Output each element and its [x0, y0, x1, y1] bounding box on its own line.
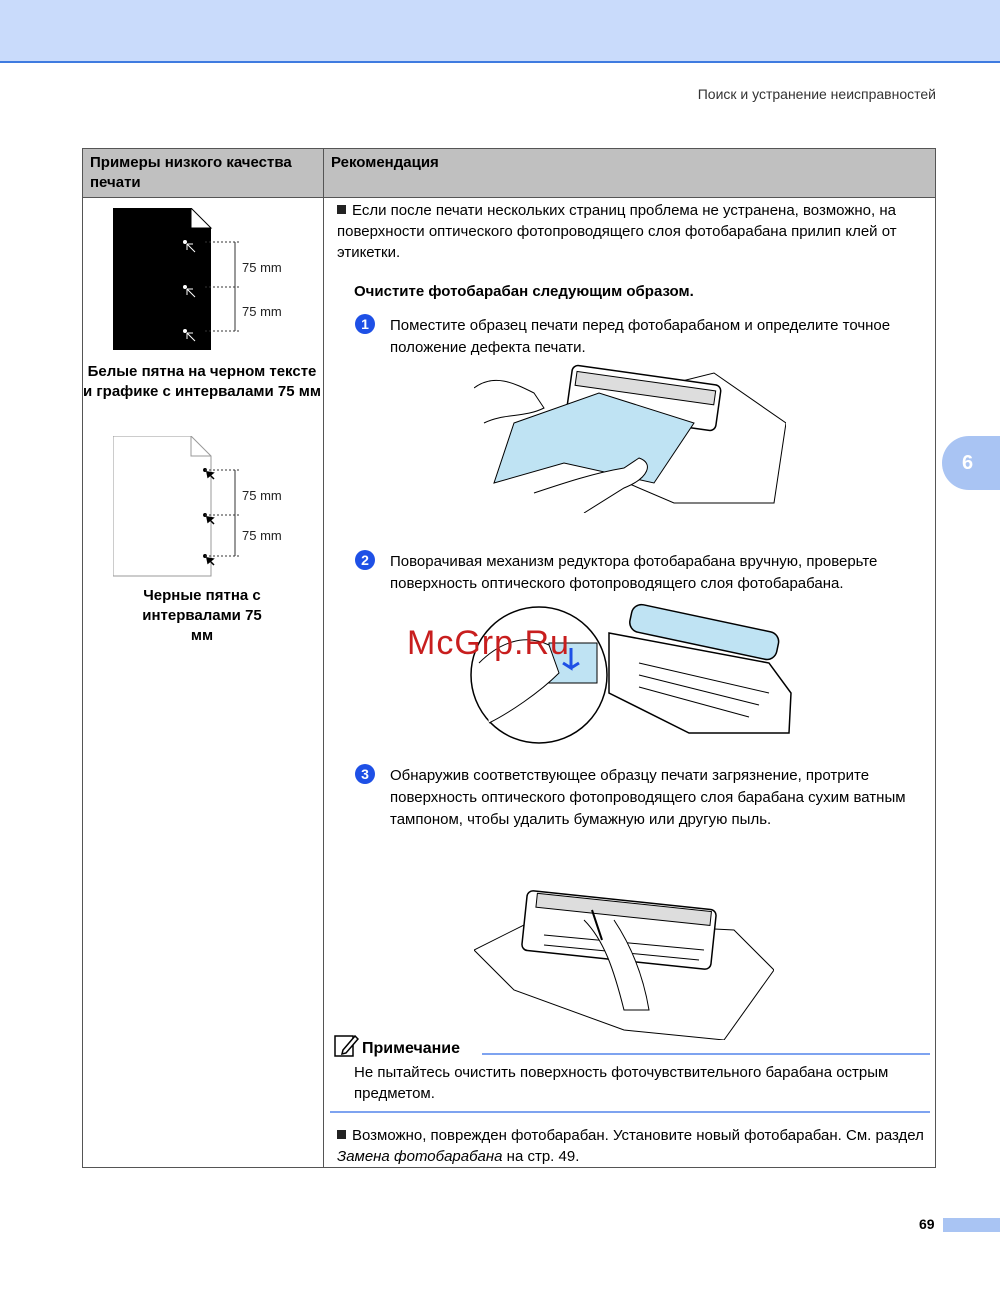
chapter-tab[interactable]: 6 [942, 436, 1000, 490]
dim-label: 75 mm [242, 304, 282, 319]
step-number: 2 [355, 550, 375, 570]
page-number: 69 [919, 1216, 935, 1232]
note-title: Примечание [362, 1040, 461, 1057]
drum-cleaning-illustration [474, 880, 774, 1040]
intro-bullet: Если после печати нескольких страниц проблема не устранена, возможно, на поверхности оптического фотопроводящего слоя фотобарабана прилип клей от этикетки. [337, 202, 897, 261]
col2-header: Рекомендация [324, 149, 936, 198]
dim-label: 75 mm [242, 260, 282, 275]
note-bottom-divider [330, 1111, 930, 1113]
page-bar [943, 1218, 1000, 1232]
example-caption: Белые пятна на черном тексте и графике с интервалами 75 мм [83, 363, 321, 400]
step-text: Поместите образец печати перед фотобарабаном и определите точное положение дефекта печати. [390, 317, 891, 356]
watermark: McGrp.Ru [407, 624, 570, 662]
white-page-sample [113, 436, 303, 578]
dim-label: 75 mm [242, 528, 282, 543]
drum-sample-illustration [474, 363, 786, 513]
col1-header: Примеры низкого качества печати [83, 149, 324, 198]
section-link[interactable]: Замена фотобарабана [337, 1148, 503, 1165]
examples-cell [83, 198, 324, 1168]
note-text: Не пытайтесь очистить поверхность фоточувствительного барабана острым предметом. [354, 1064, 889, 1102]
step-number: 1 [355, 314, 375, 334]
top-band [0, 0, 1000, 63]
step-text: Поворачивая механизм редуктора фотобарабана вручную, проверьте поверхность оптического фотопроводящего слоя фотобарабана. [390, 553, 878, 592]
step-number: 3 [355, 764, 375, 784]
recommendation-cell [324, 198, 936, 1168]
note-pencil-icon [333, 1032, 359, 1058]
final-bullet: Возможно, поврежден фотобарабан. Установите новый фотобарабан. См. раздел Замена фотобарабана на стр. 49. [337, 1127, 924, 1165]
dim-label: 75 mm [242, 488, 282, 503]
example-caption: Черные пятна с интервалами 75 мм [142, 587, 262, 644]
black-page-sample [113, 208, 303, 358]
subheading: Очистите фотобарабан следующим образом. [354, 283, 694, 300]
step-text: Обнаружив соответствующее образцу печати загрязнение, протрите поверхность оптического фотопроводящего слоя барабана сухим ватным тампоном, чтобы удалить бумажную или другую пыль. [390, 767, 906, 828]
running-title: Поиск и устранение неисправностей [697, 86, 936, 102]
note-divider [482, 1053, 930, 1055]
bullet-icon [337, 205, 346, 214]
bullet-icon [337, 1130, 346, 1139]
